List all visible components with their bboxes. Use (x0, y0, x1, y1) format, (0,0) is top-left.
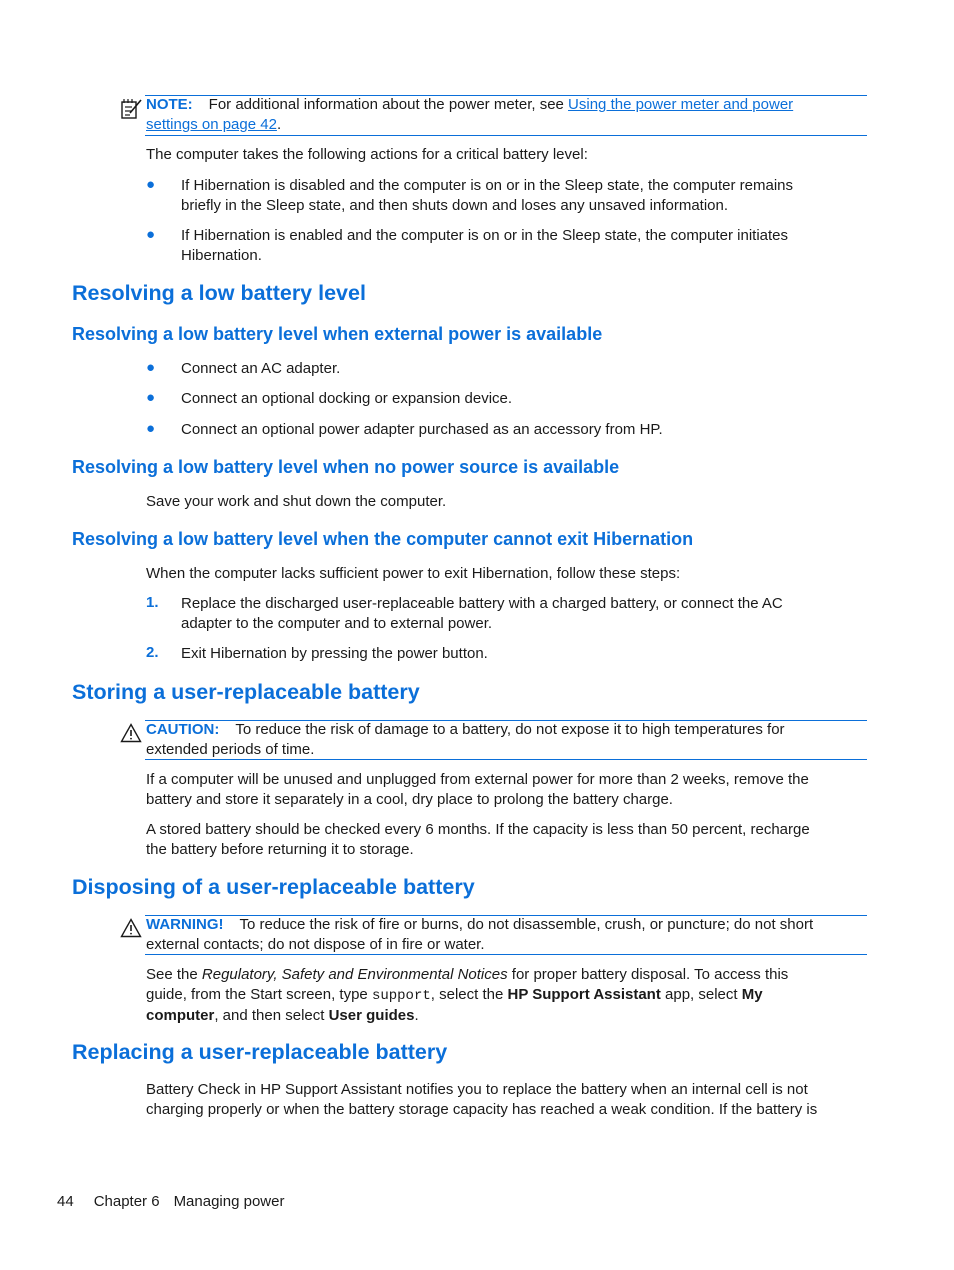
list-item: If Hibernation is enabled and the computer is on or in the Sleep state, the computer initiates Hibernation. (181, 227, 789, 264)
step-number: 2. (146, 644, 159, 661)
note-label: NOTE: (146, 96, 193, 113)
disposing-paragraph: See the Regulatory, Safety and Environmental Notices for proper battery disposal. To access this guide, from the Start screen, type support, select the HP Support Assistant app, select My computer, and then select User guides. (146, 966, 789, 1024)
heading-resolving: Resolving a low battery level (72, 281, 366, 305)
replacing-paragraph: Battery Check in HP Support Assistant notifies you to replace the battery when an internal cell is not charging properly or when the battery storage capacity has reached a weak condition. If the battery is (146, 1081, 818, 1118)
caution-bottom-rule (145, 759, 867, 760)
note-text: NOTE: For additional information about the power meter, see Using the power meter and power settings on page 42. (146, 96, 794, 133)
bullet-icon: ● (146, 176, 156, 193)
step-text: Exit Hibernation by pressing the power button. (181, 645, 488, 662)
heading-replacing: Replacing a user-replaceable battery (72, 1040, 448, 1064)
list-item: If Hibernation is disabled and the computer is on or in the Sleep state, the computer remains briefly in the Sleep state, and then shuts down and loses any unsaved information. (181, 177, 794, 214)
heading-storing: Storing a user-replaceable battery (72, 680, 420, 704)
bullet-icon: ● (146, 389, 156, 406)
step-number: 1. (146, 594, 159, 611)
caution-label: CAUTION: (146, 721, 220, 738)
note-icon (120, 97, 144, 121)
warning-text: WARNING! To reduce the risk of fire or burns, do not disassemble, crush, or puncture; do not short external contacts; do not dispose of in fire or water. (146, 916, 814, 953)
heading-no-power: Resolving a low battery level when no power source is available (72, 457, 620, 477)
list-item: Connect an optional power adapter purchased as an accessory from HP. (181, 421, 663, 438)
list-item: Connect an AC adapter. (181, 360, 341, 377)
code-support: support (371, 987, 431, 1004)
page-footer (57, 1192, 284, 1212)
heading-hibernation: Resolving a low battery level when the computer cannot exit Hibernation (72, 529, 694, 549)
critical-intro: The computer takes the following actions for a critical battery level: (146, 146, 588, 163)
footer-chapter: Chapter 6 (93, 1193, 160, 1210)
storing-paragraph-2: A stored battery should be checked every 6 months. If the capacity is less than 50 percent, recharge the battery before returning it to storage. (146, 821, 810, 858)
footer-title: Managing power (173, 1193, 285, 1210)
no-power-text: Save your work and shut down the computer. (146, 493, 447, 510)
warning-triangle-icon (120, 918, 142, 938)
heading-external-power: Resolving a low battery level when external power is available (72, 324, 603, 344)
bullet-icon: ● (146, 420, 156, 437)
warning-bottom-rule (145, 954, 867, 955)
note-bottom-rule (145, 135, 867, 136)
caution-text: CAUTION: To reduce the risk of damage to a battery, do not expose it to high temperatures for extended periods of time. (146, 721, 785, 758)
page-number: 44 (57, 1193, 74, 1210)
bullet-icon: ● (146, 226, 156, 243)
hibernation-intro: When the computer lacks sufficient power to exit Hibernation, follow these steps: (146, 565, 681, 582)
warning-label: WARNING! (146, 916, 224, 933)
caution-triangle-icon (120, 723, 142, 743)
note-body: For additional information about the power meter, see (208, 96, 569, 113)
step-text: Replace the discharged user-replaceable battery with a charged battery, or connect the AC adapter to the computer and to external power. (181, 595, 783, 632)
storing-paragraph-1: If a computer will be unused and unplugged from external power for more than 2 weeks, remove the battery and store it separately in a cool, dry place to prolong the battery charge. (146, 771, 809, 808)
bullet-icon: ● (146, 359, 156, 376)
note-link-line1[interactable]: Using the power meter and power (568, 96, 794, 113)
heading-disposing: Disposing of a user-replaceable battery (72, 875, 475, 899)
note-link-line2[interactable]: settings on page 42 (146, 115, 277, 133)
list-item: Connect an optional docking or expansion device. (181, 390, 513, 407)
